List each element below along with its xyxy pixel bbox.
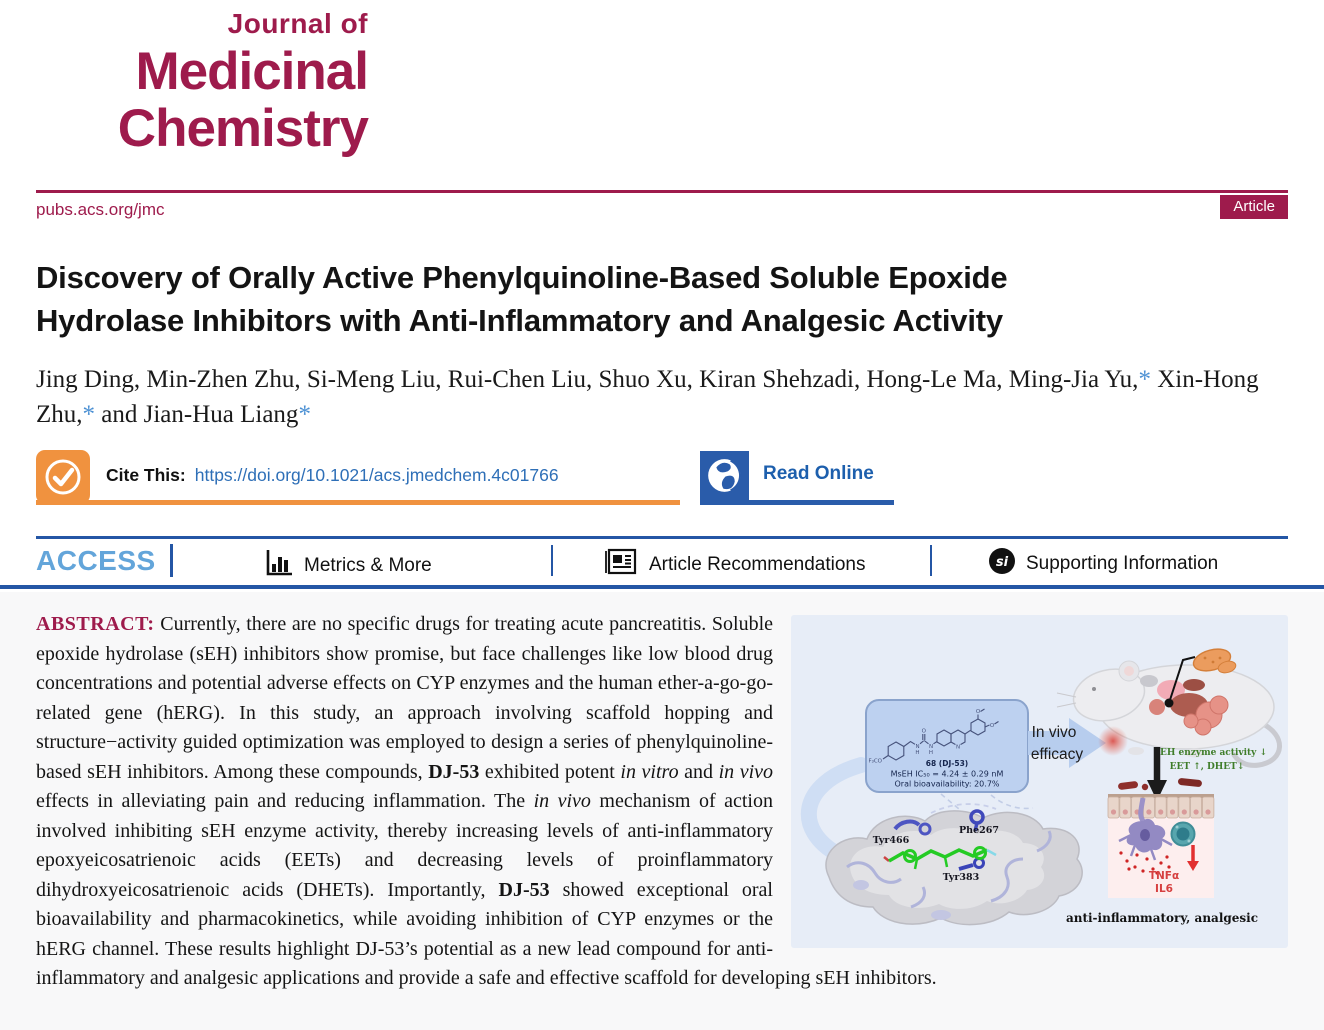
tissue-illustration <box>1108 778 1214 898</box>
residue-label-tyr383: Tyr383 <box>942 872 980 883</box>
newspaper-icon <box>603 547 639 583</box>
svg-text:si: si <box>995 555 1009 570</box>
bar-chart-icon <box>263 547 294 585</box>
atom-o: O <box>921 728 926 735</box>
atom-h: H <box>915 750 920 756</box>
inflammation-glow <box>1098 726 1128 756</box>
access-separator <box>170 544 173 577</box>
check-icon <box>36 450 90 504</box>
access-separator <box>930 545 932 576</box>
residue-label-tyr466: Tyr466 <box>872 835 910 846</box>
compound-card <box>866 700 1028 792</box>
compound-id-label: 68 (DJ-53) <box>925 759 969 768</box>
atom-n: N <box>955 744 961 751</box>
effect-line2: EET ↑, DHET↓ <box>1169 762 1245 772</box>
journal-name-line2: Medicinal <box>135 42 368 101</box>
atom-n: N <box>915 743 920 750</box>
cite-this-label: Cite This: <box>106 464 186 485</box>
article-title <box>36 256 1306 342</box>
arrow-label-line1: In vivo <box>1031 724 1077 741</box>
article-recommendations-link[interactable] <box>603 547 865 583</box>
atom-o: O <box>975 709 981 715</box>
access-link[interactable]: ACCESS <box>36 545 156 576</box>
effect-line1: sEH enzyme activity ↓ <box>1154 748 1268 758</box>
atom-n: N <box>928 743 934 750</box>
recommendations-label: Article Recommendations <box>649 554 866 575</box>
author-list: Jing Ding, Min-Zhen Zhu, Si-Meng Liu, Rui-Chen Liu, Shuo Xu, Kiran Shehzadi, Hong-Le Ma, Ming-Jia Yu,* Xin-Hong Zhu,* and Jian-Hua Liang* <box>36 366 1259 428</box>
graphical-abstract <box>791 615 1288 948</box>
access-rule-top <box>36 536 1288 539</box>
journal-url-link[interactable]: pubs.acs.org/jmc <box>36 200 165 219</box>
read-online-button[interactable]: Read Online <box>763 463 874 484</box>
cytokine-il6-label: IL6 <box>1155 883 1173 895</box>
atom-h: H <box>928 750 934 756</box>
atom-o: O <box>989 722 995 729</box>
access-separator <box>551 545 553 576</box>
supporting-information-link[interactable] <box>988 547 1218 581</box>
article-title-line1: Discovery of Orally Active Phenylquinoline-Based Soluble Epoxide <box>36 260 1008 295</box>
article-type-badge: Article <box>1220 195 1288 219</box>
metrics-and-more-link[interactable] <box>263 547 432 585</box>
masthead-rule <box>36 190 1288 193</box>
compound-ic50: MsEH IC₅₀ = 4.24 ± 0.29 nM <box>890 769 1004 779</box>
cite-bar <box>36 450 1288 508</box>
journal-name-line1: Journal of <box>227 8 368 39</box>
residue-label-phe267: Phe267 <box>959 825 999 836</box>
abstract-label: ABSTRACT: <box>36 613 155 635</box>
figure-caption: anti-inflammatory, analgesic <box>1065 911 1259 925</box>
si-icon <box>988 547 1016 581</box>
epithelial-cells <box>1108 797 1214 818</box>
access-rule-bottom <box>0 585 1324 589</box>
access-bar <box>36 536 1288 590</box>
macrophage-cell <box>1172 823 1195 846</box>
globe-icon[interactable] <box>700 451 749 500</box>
journal-name-line3: Chemistry <box>117 99 368 158</box>
supporting-label: Supporting Information <box>1026 553 1219 574</box>
metrics-label: Metrics & More <box>304 555 432 576</box>
compound-bioavailability: Oral bioavailability: 20.7% <box>894 779 1000 789</box>
journal-logo <box>88 10 368 156</box>
read-online-underline <box>700 500 894 505</box>
doi-link[interactable]: https://doi.org/10.1021/acs.jmedchem.4c01766 <box>194 464 559 485</box>
abstract-text: Currently, there are no specific drugs for treating acute pancreatitis. Soluble epoxide hydrolase (sEH) inhibitors show promise, but face challenges like low blood drug concentrations and potential adverse effects on CYP enzymes and the human ether-a-go-go-related gene (hERG). In this study, an approach involving scaffold hopping and structure−activity guided optimization was employed to design a series of phenylquinoline-based sEH inhibitors. Among these compounds, DJ-53 exhibited potent in vitro and in vivo effects in alleviating pain and reducing inflammation. The in vivo mechanism of action involved inhibiting sEH enzyme activity, thereby increasing levels of anti-inflammatory epoxyeicosatrienoic acids (EETs) and decreasing levels of proinflammatory dihydroxyeicosatrienoic acids (DHETs). Importantly, DJ-53 showed exceptional oral bioavailability and pharmacokinetics, while avoiding inhibition of CYP enzymes or the hERG channel. These results highlight DJ-53’s potential as a new lead compound for anti-inflammatory and analgesic applications and provide a safe and effective scaffold for developing sEH inhibitors. <box>36 613 937 989</box>
cite-underline <box>36 500 680 505</box>
article-title-line2: Hydrolase Inhibitors with Anti-Inflammatory and Analgesic Activity <box>36 303 1003 338</box>
substituent-label: F₃CO <box>868 758 882 765</box>
arrow-label-line2: efficacy <box>1030 746 1084 763</box>
abstract-block <box>36 610 1288 994</box>
cytokine-tnfa-label: TNFα <box>1148 870 1180 882</box>
